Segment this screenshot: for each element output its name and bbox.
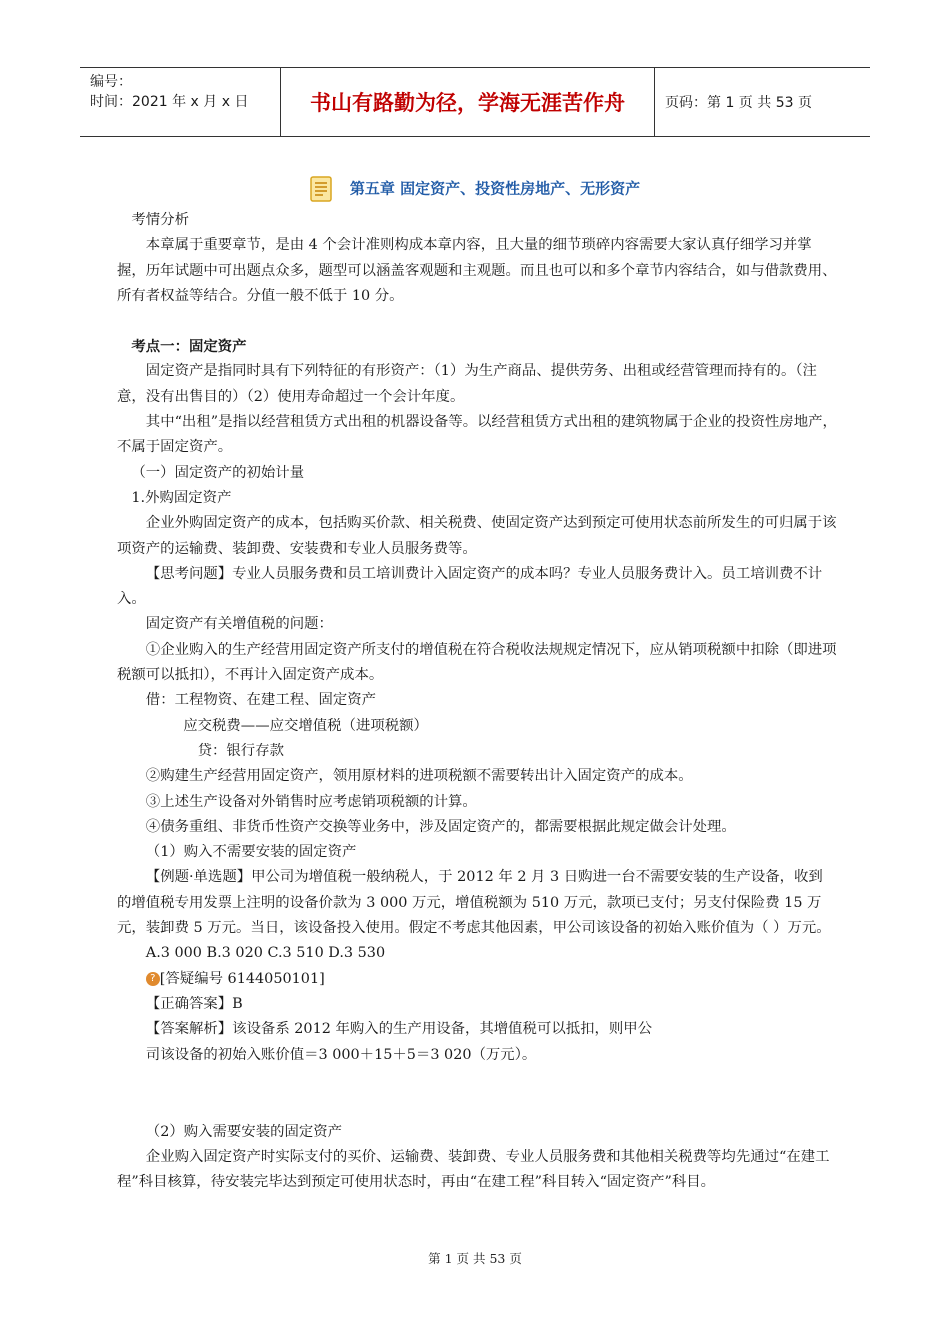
paragraph: 【思考问题】专业人员服务费和员工培训费计入固定资产的成本吗？专业人员服务费计入。员工培训费不计入。: [117, 565, 823, 608]
section-heading: 考情分析: [131, 212, 189, 228]
doc-date-label: 时间：2021 年 x 月 x 日: [90, 94, 249, 110]
section-heading: 考点一：固定资产: [131, 338, 247, 356]
header-left: [80, 68, 280, 136]
answer-ref-text: [答疑编号 6144050101]: [159, 970, 325, 987]
page-header: [80, 67, 870, 137]
document-icon: [310, 176, 332, 202]
answer-explanation-cont: 司该设备的初始入账价值＝3 000＋15＋5＝3 020（万元）。: [145, 1046, 537, 1063]
paragraph: 企业外购固定资产的成本，包括购买价款、相关税费、使固定资产达到预定可使用状态前所发生的可归属于该项资产的运输费、装卸费、安装费和专业人员服务费等。: [117, 515, 837, 557]
subsection-heading: （一）固定资产的初始计量: [131, 464, 305, 481]
header-page-info: 页码：第 1 页 共 53 页: [665, 95, 812, 111]
journal-entry-line: 应交税费——应交增值税（进项税额）: [183, 717, 428, 734]
paragraph: 固定资产是指同时具有下列特征的有形资产：（1）为生产商品、提供劳务、出租或经营管理而持有的。（注意，没有出售目的）（2）使用寿命超过一个会计年度。: [117, 363, 817, 405]
paragraph: ①企业购入的生产经营用固定资产所支付的增值税在符合税收法规规定情况下，应从销项税额中扣除（即进项税额可以抵扣），不再计入固定资产成本。: [117, 641, 837, 684]
header-motto: 书山有路勤为径，学海无涯苦作舟: [280, 68, 655, 136]
answer-ref: [117, 967, 837, 992]
subsection-heading: （1）购入不需要安装的固定资产: [145, 844, 357, 861]
paragraph: 本章属于重要章节，是由 4 个会计准则构成本章内容，且大量的细节琐碎内容需要大家认真仔细学习并掌握，历年试题中可出题点众多，题型可以涵盖客观题和主观题。而且也可以和多个章节内容结合，如与借款费用、所有者权益等结合。分值一般不低于 10 分。: [117, 237, 837, 304]
paragraph: 其中“出租”是指以经营租赁方式出租的机器设备等。以经营租赁方式出租的建筑物属于企业的投资性房地产，不属于固定资产。: [117, 414, 837, 456]
doc-code-label: 编号：: [90, 74, 132, 90]
example-question: 【例题·单选题】甲公司为增值税一般纳税人，于 2012 年 2 月 3 日购进一台不需要安装的生产设备，收到的增值税专用发票上注明的设备价款为 3 000 万元，增值税额为 510 万元，款项已支付；另支付保险费 15 万元，装卸费 5 万元。当日，该设备投入使用。假定不考虑其他因素，甲公司该设备的初始入账价值为（ ）万元。: [117, 869, 831, 937]
answer-options: A.3 000 B.3 020 C.3 510 D.3 530: [145, 945, 386, 962]
journal-entry-credit: 贷：银行存款: [197, 742, 284, 759]
subsection-heading: （2）购入需要安装的固定资产: [145, 1123, 343, 1140]
page-footer: 第 1 页 共 53 页: [428, 1251, 522, 1266]
paragraph: ②购建生产经营用固定资产，领用原材料的进项税额不需要转出计入固定资产的成本。: [145, 768, 693, 785]
help-icon: ?: [146, 972, 160, 986]
subsection-heading: 1.外购固定资产: [131, 489, 232, 506]
chapter-title-text: 第五章 固定资产、投资性房地产、无形资产: [349, 179, 641, 198]
journal-entry-debit: 借：工程物资、在建工程、固定资产: [145, 692, 377, 709]
document-body: [117, 208, 837, 1196]
paragraph: ③上述生产设备对外销售时应考虑销项税额的计算。: [145, 793, 477, 810]
answer-explanation: 【答案解析】该设备系 2012 年购入的生产用设备，其增值税可以抵扣，则甲公: [145, 1021, 653, 1038]
paragraph: ④债务重组、非货币性资产交换等业务中，涉及固定资产的，都需要根据此规定做会计处理。: [145, 818, 736, 835]
paragraph: 固定资产有关增值税的问题：: [145, 616, 333, 633]
paragraph: 企业购入固定资产时实际支付的买价、运输费、装卸费、专业人员服务费和其他相关税费等均先通过“在建工程”科目核算，待安装完毕达到预定可使用状态时，再由“在建工程”科目转入“固定资产”科目。: [117, 1149, 830, 1191]
chapter-title: [0, 176, 950, 202]
correct-answer: 【正确答案】B: [145, 995, 243, 1012]
